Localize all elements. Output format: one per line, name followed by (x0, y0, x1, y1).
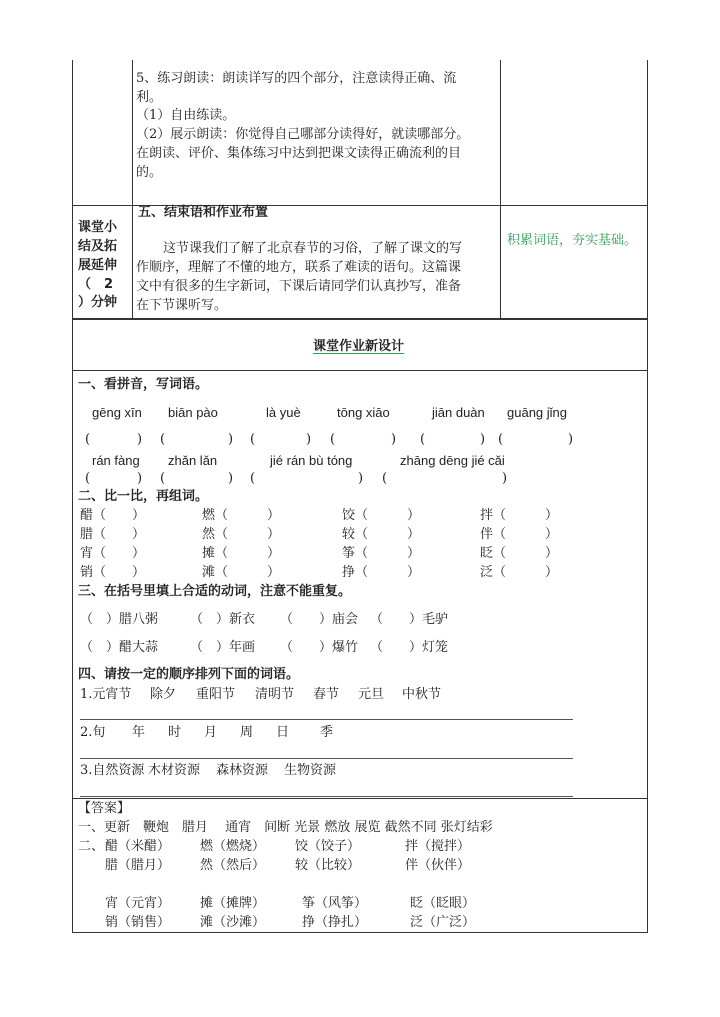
answer-item: 滩（沙滩） (200, 915, 266, 930)
order-word: 月 (204, 725, 218, 740)
paren: ) (391, 432, 397, 447)
pinyin: zhāng dēng jié cǎi (400, 453, 505, 468)
order-word: 清明节 (255, 687, 295, 702)
section-4-heading: 四、请按一定的顺序排列下面的词语。 (78, 667, 300, 682)
compare-word-item: 挣（ ） (342, 565, 421, 580)
answer-item: 腊（腊月） (105, 858, 171, 873)
answer-item: 饺（饺子） (295, 839, 361, 854)
order-word: 1.元宵节 (80, 687, 132, 702)
answer-item: 较（比较） (295, 858, 361, 873)
paren: ) (137, 432, 143, 447)
order-word: 木材资源 (148, 763, 201, 778)
order-word: 周 (240, 725, 254, 740)
compare-word-item: 销（ ） (80, 565, 146, 580)
compare-word-item: 滩（ ） (202, 565, 281, 580)
order-word: 生物资源 (284, 763, 337, 778)
pinyin: rán fàng (92, 453, 140, 468)
pinyin: là yuè (266, 405, 301, 420)
verb-fill-item: （ ）腊八粥 (80, 612, 159, 627)
design-note: 积累词语，夯实基础。 (507, 233, 638, 248)
compare-word-item: 宵（ ） (80, 546, 146, 561)
text-line: 在朗读、评价、集体练习中达到把课文读得正确流利的目 (136, 146, 462, 161)
section-2-heading: 二、比一比，再组词。 (78, 489, 209, 504)
table-border-left (72, 60, 73, 933)
paren: ( (160, 471, 166, 486)
answers-line-1: 一、更新 鞭炮 腊月 通宵 间断 光景 燃放 展览 截然不同 张灯结彩 (78, 820, 493, 835)
compare-word-item: 醋（ ） (80, 508, 146, 523)
paren: ) (502, 471, 508, 486)
label-line: 课堂小 (78, 220, 118, 235)
answer-item: 拌（搅拌） (405, 839, 471, 854)
row-divider (72, 798, 648, 799)
compare-word-item: 眨（ ） (480, 546, 559, 561)
text-line: （1）自由练读。 (136, 108, 236, 123)
text-line: 在下节课听写。 (136, 298, 228, 313)
order-word: 春节 (313, 687, 340, 702)
column-divider (500, 60, 501, 318)
paren: ) (480, 432, 486, 447)
answer-item: 燃（燃烧） (200, 839, 266, 854)
answer-item: 挣（挣扎） (302, 915, 368, 930)
paren: ( (250, 432, 256, 447)
paren: ( (250, 471, 256, 486)
paren: ) (228, 432, 234, 447)
text-line: 文中有很多的生字新词，下课后请同学们认真抄写，准备 (136, 279, 462, 294)
order-word: 季 (320, 725, 334, 740)
pinyin: zhǎn lǎn (168, 453, 218, 468)
compare-word-item: 摊（ ） (202, 546, 281, 561)
section-1-heading: 一、看拼音，写词语。 (78, 377, 209, 392)
order-word: 2.旬 (80, 725, 106, 740)
pinyin: jiān duàn (432, 405, 485, 420)
label-line: （ 2 (78, 277, 114, 292)
paren: ) (228, 471, 234, 486)
paren: ( (330, 432, 336, 447)
order-word: 中秋节 (402, 687, 442, 702)
compare-word-item: 较（ ） (342, 527, 421, 542)
row-divider (72, 318, 648, 320)
verb-fill-item: （ ）新衣 (190, 612, 256, 627)
text-line: 这节课我们了解了北京春节的习俗，了解了课文的写 (163, 241, 463, 256)
label-line: ）分钟 (78, 295, 118, 310)
text-line: （2）展示朗读：你觉得自己哪部分读得好，就读哪部分。 (136, 127, 470, 142)
paren: ( (420, 432, 426, 447)
text-line: 作顺序，理解了不懂的地方，联系了难读的语句。这篇课 (136, 260, 462, 275)
order-word: 日 (276, 725, 290, 740)
section-heading: 五、结束语和作业布置 (138, 205, 269, 220)
paren: ( (160, 432, 166, 447)
answer-item: 销（销售） (105, 915, 171, 930)
paren: ) (358, 471, 364, 486)
row-divider (72, 370, 648, 371)
compare-word-item: 饺（ ） (342, 508, 421, 523)
compare-word-item: 然（ ） (202, 527, 281, 542)
verb-fill-item: （ ）毛驴 (370, 612, 449, 627)
paren: ) (568, 432, 574, 447)
pinyin: tōng xiāo (337, 405, 390, 420)
verb-fill-item: （ ）灯笼 (370, 640, 449, 655)
table-border-right (647, 60, 648, 933)
answer-line[interactable] (80, 758, 573, 759)
label-line: 展延伸 (78, 258, 118, 273)
table-border-bottom (72, 932, 648, 933)
label-line: 结及拓 (78, 239, 118, 254)
compare-word-item: 泛（ ） (480, 565, 559, 580)
order-word: 年 (132, 725, 146, 740)
paren: ( (85, 471, 91, 486)
order-word: 时 (168, 725, 182, 740)
answer-item: 然（然后） (200, 858, 266, 873)
pinyin: gēng xīn (92, 405, 142, 420)
order-word: 重阳节 (196, 687, 236, 702)
text-line: 利。 (136, 90, 163, 105)
order-word: 3.自然资源 (80, 763, 145, 778)
paren: ( (85, 432, 91, 447)
section-3-heading: 三、在括号里填上合适的动词，注意不能重复。 (78, 584, 352, 599)
pinyin: jié rán bù tóng (270, 453, 353, 468)
answer-item: 泛（广泛） (410, 915, 476, 930)
pinyin: biān pào (168, 405, 218, 420)
answer-item: 醋（米醋） (105, 839, 171, 854)
order-word: 元旦 (358, 687, 385, 702)
order-word: 除夕 (150, 687, 177, 702)
answer-item: 摊（摊牌） (200, 896, 266, 911)
compare-word-item: 燃（ ） (202, 508, 281, 523)
compare-word-item: 腊（ ） (80, 527, 146, 542)
answers-heading: 【答案】 (78, 801, 131, 816)
homework-title: 课堂作业新设计 (313, 339, 405, 354)
verb-fill-item: （ ）年画 (190, 640, 256, 655)
paren: ( (382, 471, 388, 486)
answer-item: 眨（眨眼） (410, 896, 476, 911)
verb-fill-item: （ ）爆竹 (280, 640, 359, 655)
verb-fill-item: （ ）醋大蒜 (80, 640, 159, 655)
paren: ) (137, 471, 143, 486)
answer-line[interactable] (80, 719, 573, 720)
paren: ( (498, 432, 504, 447)
compare-word-item: 伴（ ） (480, 527, 559, 542)
verb-fill-item: （ ）庙会 (280, 612, 359, 627)
order-word: 森林资源 (216, 763, 269, 778)
text-line: 的。 (136, 165, 163, 180)
answers-prefix-2: 二、 (78, 839, 105, 854)
answer-item: 筝（风筝） (302, 896, 368, 911)
answer-item: 宵（元宵） (105, 896, 171, 911)
paren: ) (306, 432, 312, 447)
column-divider (132, 60, 133, 318)
compare-word-item: 筝（ ） (342, 546, 421, 561)
answer-line[interactable] (80, 796, 573, 797)
pinyin: guāng jǐng (507, 405, 567, 420)
answer-item: 伴（伙伴） (405, 858, 471, 873)
compare-word-item: 拌（ ） (480, 508, 559, 523)
text-line: 5、练习朗读：朗读详写的四个部分，注意读得正确、流 (136, 71, 457, 86)
